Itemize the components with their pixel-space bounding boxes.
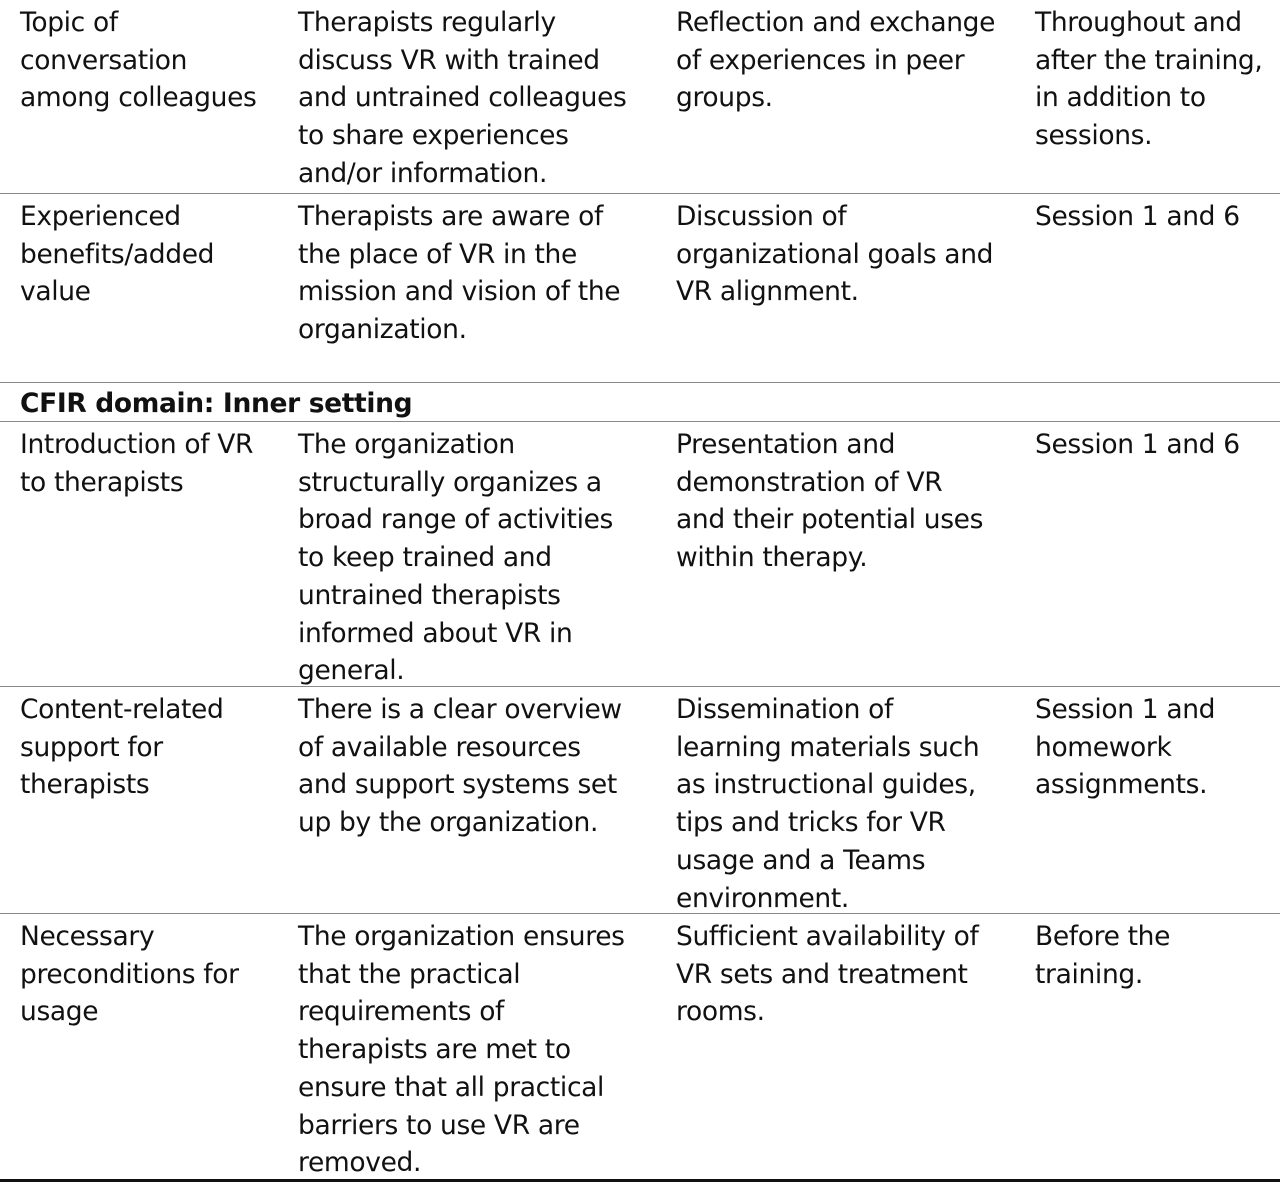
strategy-cell: Reflection and exchange of experiences in peer groups. [676, 7, 996, 114]
determinant-cell: Topic of conversation among colleagues [20, 7, 257, 114]
timing-cell: Throughout and after the training, in addition to sessions. [1035, 7, 1263, 152]
section-header: CFIR domain: Inner setting [20, 388, 413, 419]
timing-cell: Before the training. [1035, 921, 1171, 990]
timing-cell: Session 1 and 6 [1035, 201, 1240, 232]
table-row [0, 914, 1280, 1182]
strategy-cell: Discussion of organizational goals and VR alignment. [676, 201, 994, 308]
strategy-cell: Dissemination of learning materials such as instructional guides, tips and tricks for VR usage and a Teams environment. [676, 694, 980, 914]
determinant-cell: Necessary preconditions for usage [20, 921, 239, 1028]
section-header-row [0, 383, 1280, 422]
strategy-cell: Sufficient availability of VR sets and treatment rooms. [676, 921, 979, 1028]
determinant-cell: Content-related support for therapists [20, 694, 224, 801]
goal-cell: There is a clear overview of available resources and support systems set up by the organization. [298, 694, 622, 839]
goal-cell: Therapists regularly discuss VR with trained and untrained colleagues to share experiences and/or information. [298, 7, 627, 189]
determinant-cell: Introduction of VR to therapists [20, 429, 254, 498]
timing-cell: Session 1 and homework assignments. [1035, 694, 1216, 801]
table-row [0, 0, 1280, 194]
goal-cell: The organization structurally organizes a broad range of activities to keep trained and untrained therapists informed about VR in general. [298, 429, 613, 687]
timing-cell: Session 1 and 6 [1035, 429, 1240, 460]
table-row [0, 422, 1280, 687]
strategy-cell: Presentation and demonstration of VR and their potential uses within therapy. [676, 429, 984, 574]
goal-cell: The organization ensures that the practical requirements of therapists are met to ensure that all practical barriers to use VR are removed. [298, 921, 625, 1179]
determinant-cell: Experienced benefits/added value [20, 201, 215, 308]
goal-cell: Therapists are aware of the place of VR in the mission and vision of the organization. [298, 201, 621, 346]
table-row [0, 687, 1280, 914]
table-row [0, 194, 1280, 383]
